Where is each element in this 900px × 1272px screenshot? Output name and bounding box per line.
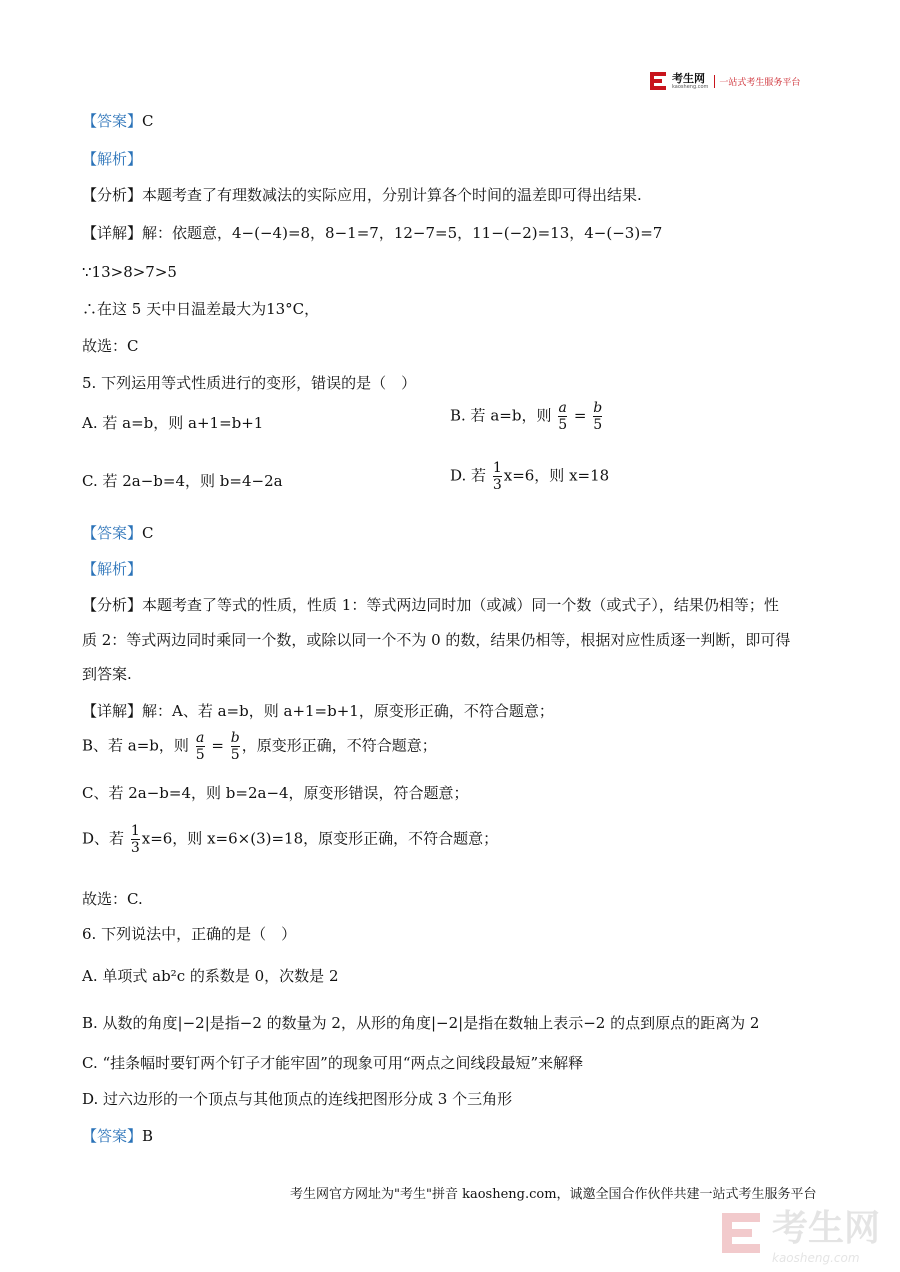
frac-den: 5 <box>558 417 568 433</box>
q5-detail-d <box>82 823 498 856</box>
answer-tag: 【答案】 <box>82 524 143 542</box>
frac-num: 1 <box>492 460 502 476</box>
q5-detail-c: C、若 2a−b=4，则 b=2a−4，原变形错误，符合题意； <box>82 784 469 802</box>
fenxi-text: 本题考查了等式的性质，性质 1：等式两边同时加（或减）同一个数（或式子），结果仍相等；性 <box>142 596 779 614</box>
fraction-b-over-5 <box>593 400 602 433</box>
frac-den: 5 <box>195 747 205 763</box>
frac-num: b <box>593 400 603 416</box>
q4-choice-line: 故选：C <box>82 337 139 355</box>
fenxi-tag: 【分析】 <box>82 596 143 614</box>
q6-option-c: C. “挂条幅时要钉两个钉子才能牢固”的现象可用“两点之间线段最短”来解释 <box>82 1054 584 1072</box>
watermark-url: kaosheng.com <box>772 1251 860 1265</box>
q4-detail-line <box>82 222 662 243</box>
q5-option-d <box>450 460 609 493</box>
xiangjie-tag: 【详解】 <box>82 224 143 242</box>
analysis-tag: 【解析】 <box>82 150 143 168</box>
q5-stem: 5. 下列运用等式性质进行的变形，错误的是（ ） <box>82 374 417 392</box>
answer-value: C <box>142 112 154 130</box>
frac-num: 1 <box>130 823 140 839</box>
brand-header <box>650 72 800 90</box>
watermark-name: 考生网 <box>772 1208 881 1249</box>
xiangjie-text: 解：依题意，4−(−4)=8，8−1=7，12−7=5，11−(−2)=13，4−(−3)=7 <box>142 224 663 242</box>
q4-fenxi-line <box>82 184 642 205</box>
q5-fenxi-line-3: 到答案. <box>82 665 132 683</box>
q5-option-c: C. 若 2a−b=4，则 b=4−2a <box>82 472 283 490</box>
frac-num: a <box>558 400 567 416</box>
option-b-prefix: B. 若 a=b，则 <box>450 406 552 425</box>
q4-analysis-tag <box>82 148 142 169</box>
q6-option-a: A. 单项式 ab²c 的系数是 0，次数是 2 <box>82 967 339 985</box>
q5-option-b: B. 若 a=b，则 $\frac{a}{5}$ = $\frac{b}{5}$ <box>450 400 603 433</box>
q5-fenxi-line-2: 质 2：等式两边同时乘同一个数，或除以同一个不为 0 的数，结果仍相等，根据对应性质逐一判断，即可得 <box>82 631 791 649</box>
q5-analysis-tag <box>82 558 142 579</box>
fenxi-tag: 【分析】 <box>82 186 143 204</box>
frac-num: a <box>195 730 205 746</box>
kaosheng-logo-icon <box>650 72 666 90</box>
q4-answer-line <box>82 110 154 131</box>
detail-a-text: 解：A、若 a=b，则 a+1=b+1，原变形正确，不符合题意； <box>142 702 554 720</box>
q5-fenxi-line-1 <box>82 594 779 615</box>
q6-stem: 6. 下列说法中，正确的是（ ） <box>82 925 297 943</box>
fraction-b-over-5 <box>231 730 240 763</box>
detail-d-suffix: x=6，则 x=6×(3)=18，原变形正确，不符合题意； <box>141 829 499 848</box>
option-d-prefix: D. 若 <box>450 466 487 485</box>
q6-option-d: D. 过六边形的一个顶点与其他顶点的连线把图形分成 3 个三角形 <box>82 1090 513 1108</box>
frac-den: 5 <box>230 747 240 763</box>
frac-num: b <box>230 730 240 746</box>
q5-option-a: A. 若 a=b，则 a+1=b+1 <box>82 414 264 432</box>
watermark <box>720 1200 880 1265</box>
answer-tag: 【答案】 <box>82 1127 143 1145</box>
q5-answer-line <box>82 522 154 543</box>
frac-den: 5 <box>593 417 603 433</box>
fraction-one-third <box>493 460 502 493</box>
fraction-a-over-5 <box>558 400 567 433</box>
answer-value: C <box>142 524 154 542</box>
analysis-tag: 【解析】 <box>82 560 143 578</box>
detail-b-suffix: ，原变形正确，不符合题意； <box>241 736 437 755</box>
option-d-suffix: x=6，则 x=18 <box>503 466 610 485</box>
q6-answer-line <box>82 1125 153 1146</box>
fraction-a-over-5 <box>196 730 205 763</box>
q5-detail-a <box>82 700 554 721</box>
detail-d-prefix: D、若 <box>82 829 125 848</box>
answer-value: B <box>142 1127 154 1145</box>
page-footer: 考生网官方网址为"考生"拼音 kaosheng.com，诚邀全国合作伙伴共建一站式考生服务平台 <box>290 1187 817 1202</box>
xiangjie-tag: 【详解】 <box>82 702 143 720</box>
q6-option-b: B. 从数的角度|−2|是指−2 的数量为 2，从形的角度|−2|是指在数轴上表示−2 的点到原点的距离为 2 <box>82 1014 760 1032</box>
answer-tag: 【答案】 <box>82 112 143 130</box>
logo-url: kaosheng.com <box>672 83 709 90</box>
q4-therefore-line: ∴在这 5 天中日温差最大为13°C， <box>82 300 320 318</box>
logo-name: 考生网 <box>672 71 705 85</box>
detail-b-prefix: B、若 a=b，则 <box>82 736 189 755</box>
q5-choice-line: 故选：C. <box>82 890 143 908</box>
logo-text <box>672 73 708 90</box>
fenxi-text: 本题考查了有理数减法的实际应用，分别计算各个时间的温差即可得出结果. <box>142 186 642 204</box>
frac-den: 3 <box>130 840 140 856</box>
fraction-one-third <box>131 823 140 856</box>
watermark-logo-icon <box>720 1211 764 1255</box>
frac-den: 3 <box>492 477 502 493</box>
header-slogan: 一站式考生服务平台 <box>714 75 800 88</box>
q5-detail-b: B、若 a=b，则 $\frac{a}{5}$ = $\frac{b}{5}$ ，原变形正确，不符合题意； <box>82 730 437 763</box>
q4-because-line: ∵13>8>7>5 <box>82 263 177 281</box>
